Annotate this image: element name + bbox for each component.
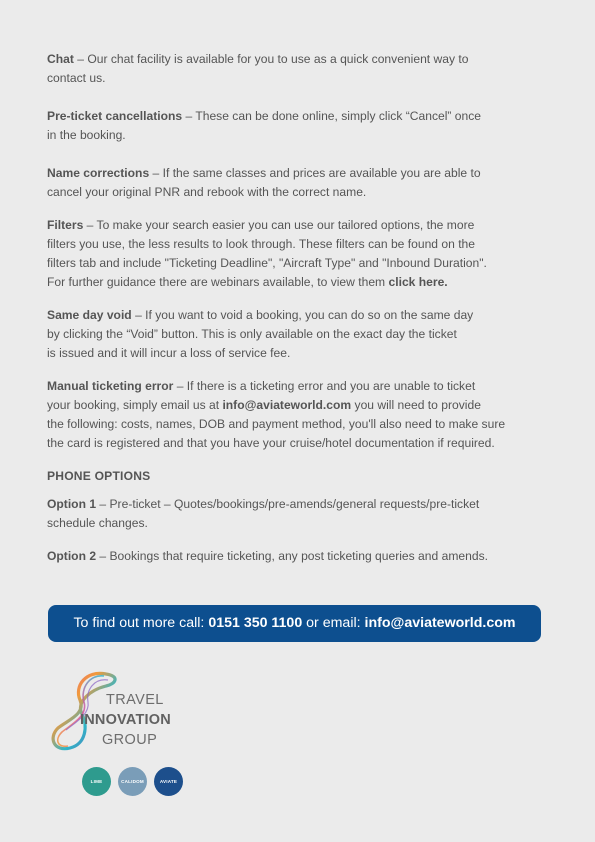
travel-innovation-group-logo [46, 668, 196, 752]
text: – If the same classes and prices are available you are able to [149, 166, 481, 180]
bold-text: Manual ticketing error [47, 379, 174, 393]
text: filters tab and include "Ticketing Deadline", "Aircraft Type" and "Inbound Duration". [47, 256, 487, 270]
text: the following: costs, names, DOB and payment method, you'll also need to make sure [47, 417, 506, 431]
cta-prefix: To find out more call: [73, 615, 209, 631]
paragraph-same-day-void [47, 306, 547, 363]
text-line [47, 235, 547, 254]
text: contact us. [47, 71, 106, 85]
text-line [47, 377, 547, 396]
text: schedule changes. [47, 516, 148, 530]
text: – To make your search easier you can use our tailored options, the more [83, 218, 475, 232]
bold-text: Same day void [47, 308, 132, 322]
bold-text: Name corrections [47, 166, 150, 180]
text: For further guidance there are webinars available, to view them [47, 275, 389, 289]
text-line [47, 273, 547, 292]
text-line [47, 69, 547, 88]
text: the card is registered and that you have your cruise/hotel documentation if required. [47, 436, 495, 450]
cta-middle: or email: [302, 615, 365, 631]
text-line [47, 164, 547, 183]
text-line [47, 107, 547, 126]
paragraph-chat [47, 50, 547, 88]
phone-option-2 [47, 547, 547, 566]
text-line [47, 396, 547, 415]
brand-badge-label: LIME [90, 779, 103, 784]
paragraph-name-corrections [47, 164, 547, 202]
text-line [47, 547, 547, 566]
text-line [47, 254, 547, 273]
brand-badge-label: AVIATE [159, 779, 178, 784]
text-line [47, 183, 547, 202]
text-line [47, 344, 547, 363]
paragraph-cancellations [47, 107, 547, 145]
brand-badge-label: CALIDOM [121, 779, 144, 784]
brand-badge-calidom [118, 767, 147, 796]
text-line [47, 415, 547, 434]
cta-phone[interactable]: 0151 350 1100 [208, 615, 303, 631]
text: – Our chat facility is available for you to use as a quick convenient way to [73, 52, 469, 66]
options-list [47, 495, 547, 566]
logo-text-group: GROUP [102, 732, 158, 748]
bold-text[interactable]: info@aviateworld.com [222, 398, 352, 412]
phone-option-1 [47, 495, 547, 533]
text-line [47, 514, 547, 533]
text: your booking, simply email us at [47, 398, 223, 412]
text-line [47, 126, 547, 145]
logo-text-innovation: INNOVATION [80, 712, 171, 728]
text: is issued and it will incur a loss of service fee. [47, 346, 291, 360]
paragraph-list [47, 50, 547, 453]
phone-options-heading: PHONE OPTIONS [47, 469, 151, 483]
text-line [47, 306, 547, 325]
text-line [47, 325, 547, 344]
bold-text[interactable]: click here. [388, 275, 448, 289]
text: cancel your original PNR and rebook with the correct name. [47, 185, 367, 199]
bold-text: Option 1 [47, 497, 97, 511]
text: – Bookings that require ticketing, any post ticketing queries and amends. [96, 549, 488, 563]
text: – If there is a ticketing error and you are unable to ticket [173, 379, 476, 393]
paragraph-filters [47, 216, 547, 292]
bold-text: Pre-ticket cancellations [47, 109, 183, 123]
text-line [47, 216, 547, 235]
brand-badge-lime [82, 767, 111, 796]
text-line [47, 50, 547, 69]
paragraph-manual-ticketing [47, 377, 547, 453]
logo-text-travel: TRAVEL [106, 692, 164, 708]
bold-text: Chat [47, 52, 74, 66]
text: in the booking. [47, 128, 126, 142]
brand-badge-aviate [154, 767, 183, 796]
text-line [47, 495, 547, 514]
text: – These can be done online, simply click “Cancel” once [182, 109, 482, 123]
info-content [47, 50, 547, 566]
text: you will need to provide [351, 398, 481, 412]
contact-banner [48, 605, 541, 642]
text: by clicking the “Void” button. This is only available on the exact day the ticket [47, 327, 457, 341]
text-line [47, 434, 547, 453]
bold-text: Filters [47, 218, 84, 232]
cta-email-link[interactable]: info@aviateworld.com [364, 615, 516, 631]
text: filters you use, the less results to look through. These filters can be found on the [47, 237, 476, 251]
text: – Pre-ticket – Quotes/bookings/pre-amends/general requests/pre-ticket [96, 497, 480, 511]
text: – If you want to void a booking, you can do so on the same day [131, 308, 474, 322]
bold-text: Option 2 [47, 549, 97, 563]
